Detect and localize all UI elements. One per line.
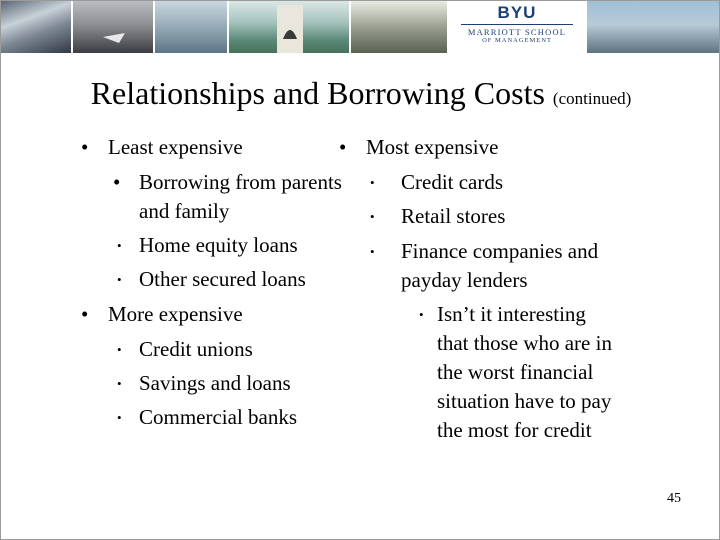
- note-line: that those who are in: [437, 331, 612, 355]
- y-mountain-icon: [73, 1, 153, 53]
- list-item: Borrowing from parents: [139, 170, 342, 194]
- bullet-icon: •: [117, 410, 122, 425]
- logo-line1: MARRIOTT SCHOOL: [467, 27, 567, 37]
- banner-photo-building: [73, 1, 153, 53]
- least-expensive-heading: Least expensive: [108, 135, 243, 159]
- bullet-icon: •: [117, 272, 122, 287]
- list-item: Savings and loans: [139, 371, 291, 395]
- title-sub: (continued): [552, 89, 632, 108]
- bullet-icon: •: [370, 209, 375, 224]
- list-item: payday lenders: [401, 268, 528, 292]
- bell-icon: [229, 1, 349, 53]
- bullet-icon: •: [81, 135, 89, 159]
- slide-title: [1, 73, 720, 119]
- note-line: the worst financial: [437, 360, 594, 384]
- banner-photo-tower: [587, 1, 719, 53]
- list-item: Finance companies and: [401, 239, 599, 263]
- bullet-icon: •: [113, 170, 121, 194]
- banner-photo-sky: [155, 1, 227, 53]
- list-item: Commercial banks: [139, 405, 298, 429]
- byu-logo: [449, 4, 585, 45]
- list-item: Home equity loans: [139, 233, 298, 257]
- banner-logo-panel: [449, 1, 585, 53]
- list-item: Retail stores: [401, 204, 506, 228]
- list-item: and family: [139, 199, 230, 223]
- bullet-icon: •: [81, 302, 89, 326]
- most-expensive-heading: Most expensive: [366, 135, 499, 159]
- logo-name: BYU: [497, 3, 537, 22]
- note-line: Isn’t it interesting: [437, 302, 586, 326]
- page-number: 45: [667, 491, 681, 506]
- more-expensive-heading: More expensive: [108, 302, 243, 326]
- logo-line2: OF MANAGEMENT: [482, 37, 552, 44]
- list-item: Credit cards: [401, 170, 504, 194]
- note-line: situation have to pay: [437, 389, 612, 413]
- bullet-icon: •: [117, 342, 122, 357]
- banner-photo-campus: [351, 1, 447, 53]
- list-item: Credit unions: [139, 337, 253, 361]
- bullet-icon: •: [339, 135, 347, 159]
- title-main: Relationships and Borrowing Costs: [90, 75, 545, 111]
- bullet-icon: •: [419, 307, 424, 322]
- banner-photo-bell-tower: [229, 1, 349, 53]
- bullet-icon: •: [370, 244, 375, 259]
- list-item: Other secured loans: [139, 267, 306, 291]
- bullet-icon: •: [117, 376, 122, 391]
- bullet-icon: •: [117, 238, 122, 253]
- header-banner: [1, 1, 719, 53]
- note-line: the most for credit: [437, 418, 592, 442]
- bullet-icon: •: [370, 175, 375, 190]
- banner-photo-statue: [1, 1, 71, 53]
